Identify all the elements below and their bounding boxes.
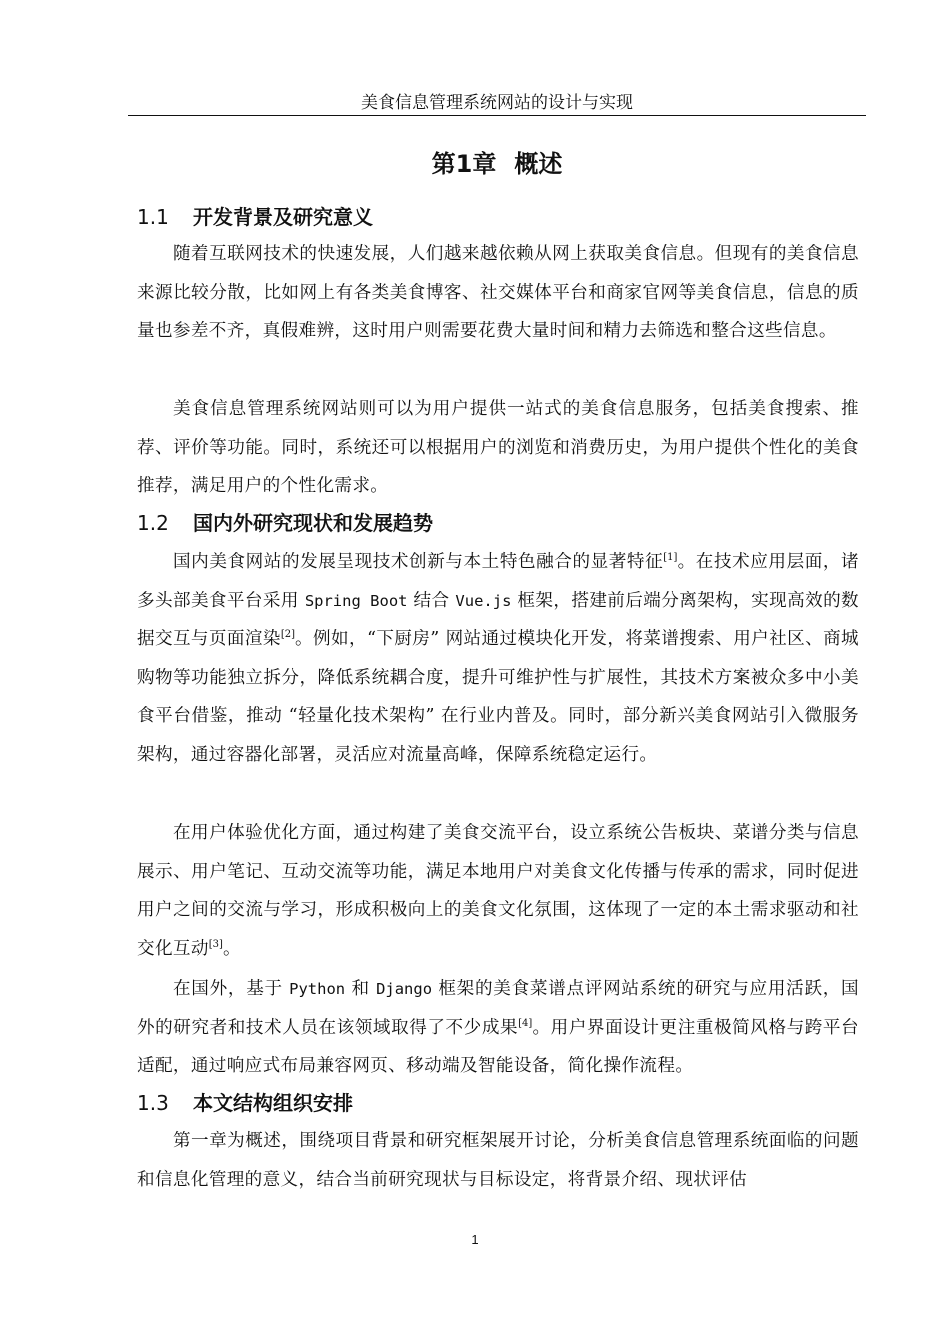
citation-4[interactable]: [4] [518, 1017, 533, 1029]
section-number: 1.3 [137, 1091, 169, 1115]
text-run: 在用户体验优化方面，通过构建了美食交流平台，设立系统公告板块、菜谱分类与信息展示、用户笔记、互动交流等功能，满足本地用户对美食文化传播与传承的需求，同时促进用户之间的交流与学习，形成积极向上的美食文化氛围，这体现了一定的本土需求驱动和社交化互动 [137, 823, 859, 959]
citation-3[interactable]: [3] [208, 938, 223, 950]
paragraph-domestic-status [137, 543, 859, 775]
section-heading-1-3 [137, 1088, 857, 1118]
paragraph-foreign-status [137, 970, 859, 1086]
text-run: 在国外，基于 [173, 979, 290, 999]
paragraph-user-experience [137, 814, 859, 968]
chapter-name: 概述 [514, 150, 563, 178]
section-title: 本文结构组织安排 [193, 1091, 353, 1115]
text-run: 和 [345, 979, 377, 999]
text-run: 。例如，“下厨房” 网站通过模块化开发，将菜谱搜索、用户社区、商城购物等功能独立拆分，降低系统耦合度，提升可维护性与扩展性，其技术方案被众多中小美食平台借鉴，推动 “轻量化技术架构” 在行业内普及。同时，部分新兴美食网站引入微服务架构，通过容器化部署，灵活应对流量高峰，保障系统稳定运行。 [137, 629, 859, 765]
text-run: 国内美食网站的发展呈现技术创新与本土特色融合的显著特征 [173, 552, 664, 572]
section-number: 1.2 [137, 511, 169, 535]
text-run: 框架，搭建前后端分离架构，实现高效的数据交互与页面渲染 [137, 590, 859, 650]
citation-2[interactable]: [2] [280, 629, 295, 641]
section-heading-1-2 [137, 508, 857, 538]
section-title: 开发背景及研究意义 [193, 205, 373, 229]
tech-name-spring-boot: Spring Boot [304, 591, 408, 610]
text-run: 。 [222, 938, 241, 959]
citation-1[interactable]: [1] [663, 552, 678, 564]
header-rule [128, 115, 866, 116]
text-run: 。用户界面设计更注重极简风格与跨平台适配，通过响应式布局兼容网页、移动端及智能设备，简化操作流程。 [137, 1017, 859, 1077]
page-number: 1 [471, 1232, 479, 1247]
chapter-title [128, 146, 866, 182]
section-heading-1-1 [137, 202, 857, 232]
paragraph-background-2: 美食信息管理系统网站则可以为用户提供一站式的美食信息服务，包括美食搜索、推荐、评价等功能。同时，系统还可以根据用户的浏览和消费历史，为用户提供个性化的美食推荐，满足用户的个性化需求。 [137, 399, 859, 497]
text-run: 。在技术应用层面，诸多头部美食平台采用 [137, 552, 859, 611]
running-header: 美食信息管理系统网站的设计与实现 [361, 93, 633, 113]
text-run: 结合 [407, 590, 456, 611]
section-number: 1.1 [137, 205, 169, 229]
tech-name-vuejs: Vue.js [455, 591, 512, 610]
paragraph-structure: 第一章为概述，围绕项目背景和研究框架展开讨论，分析美食信息管理系统面临的问题和信息化管理的意义，结合当前研究现状与目标设定，将背景介绍、现状评估 [137, 1131, 859, 1190]
tech-name-django: Django [376, 980, 433, 998]
text-run: 框架的美食菜谱点评网站系统的研究与应用活跃，国外的研究者和技术人员在该领域取得了不少成果 [137, 979, 860, 1038]
chapter-number: 第1章 [431, 150, 497, 178]
tech-name-python: Python [289, 980, 346, 998]
paragraph-background-1: 随着互联网技术的快速发展，人们越来越依赖从网上获取美食信息。但现有的美食信息来源比较分散，比如网上有各类美食博客、社交媒体平台和商家官网等美食信息，信息的质量也参差不齐，真假难辨，这时用户则需要花费大量时间和精力去筛选和整合这些信息。 [137, 244, 859, 342]
section-title: 国内外研究现状和发展趋势 [193, 511, 433, 535]
